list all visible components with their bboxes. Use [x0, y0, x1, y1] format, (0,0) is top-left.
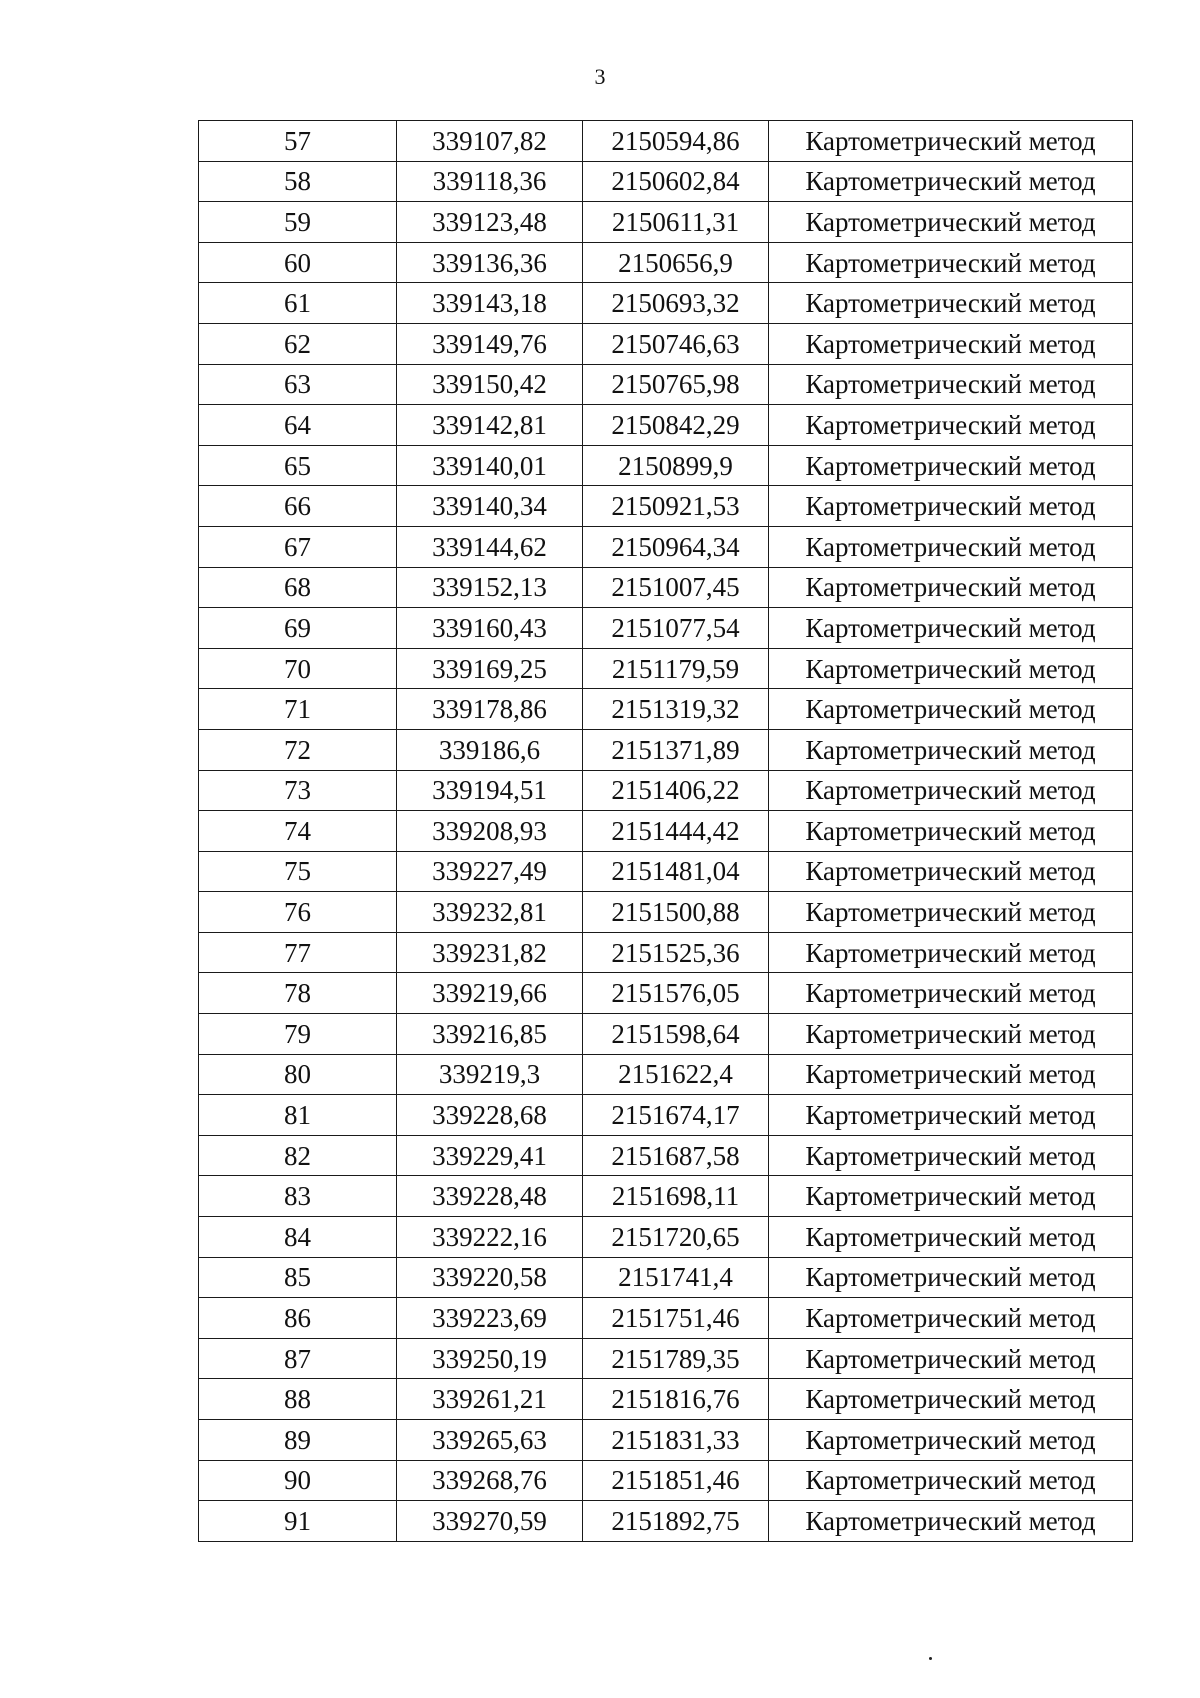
table-row [199, 445, 1133, 486]
method-cell: Картометрический метод [769, 1054, 1133, 1095]
table-row [199, 1501, 1133, 1542]
table-row [199, 283, 1133, 324]
x-coordinate-cell: 339169,25 [397, 648, 583, 689]
y-coordinate-cell: 2151622,4 [583, 1054, 769, 1095]
x-coordinate-cell: 339142,81 [397, 405, 583, 446]
x-coordinate-cell: 339250,19 [397, 1338, 583, 1379]
table-row [199, 811, 1133, 852]
table-row [199, 1420, 1133, 1461]
point-number-cell: 67 [199, 526, 397, 567]
point-number-cell: 76 [199, 892, 397, 933]
method-cell: Картометрический метод [769, 445, 1133, 486]
point-number-cell: 90 [199, 1460, 397, 1501]
y-coordinate-cell: 2151598,64 [583, 1014, 769, 1055]
point-number-cell: 77 [199, 932, 397, 973]
x-coordinate-cell: 339140,34 [397, 486, 583, 527]
x-coordinate-cell: 339216,85 [397, 1014, 583, 1055]
y-coordinate-cell: 2150899,9 [583, 445, 769, 486]
method-cell: Картометрический метод [769, 161, 1133, 202]
point-number-cell: 79 [199, 1014, 397, 1055]
table-row [199, 932, 1133, 973]
x-coordinate-cell: 339231,82 [397, 932, 583, 973]
x-coordinate-cell: 339265,63 [397, 1420, 583, 1461]
y-coordinate-cell: 2150602,84 [583, 161, 769, 202]
method-cell: Картометрический метод [769, 1501, 1133, 1542]
y-coordinate-cell: 2151007,45 [583, 567, 769, 608]
table-row [199, 567, 1133, 608]
y-coordinate-cell: 2151789,35 [583, 1338, 769, 1379]
x-coordinate-cell: 339261,21 [397, 1379, 583, 1420]
y-coordinate-cell: 2151406,22 [583, 770, 769, 811]
table-row [199, 202, 1133, 243]
method-cell: Картометрический метод [769, 1338, 1133, 1379]
table-row [199, 1135, 1133, 1176]
point-number-cell: 69 [199, 608, 397, 649]
y-coordinate-cell: 2151831,33 [583, 1420, 769, 1461]
x-coordinate-cell: 339220,58 [397, 1257, 583, 1298]
x-coordinate-cell: 339150,42 [397, 364, 583, 405]
point-number-cell: 74 [199, 811, 397, 852]
x-coordinate-cell: 339194,51 [397, 770, 583, 811]
point-number-cell: 68 [199, 567, 397, 608]
x-coordinate-cell: 339219,66 [397, 973, 583, 1014]
point-number-cell: 75 [199, 851, 397, 892]
x-coordinate-cell: 339160,43 [397, 608, 583, 649]
table-row [199, 1176, 1133, 1217]
point-number-cell: 73 [199, 770, 397, 811]
point-number-cell: 78 [199, 973, 397, 1014]
point-number-cell: 58 [199, 161, 397, 202]
method-cell: Картометрический метод [769, 323, 1133, 364]
method-cell: Картометрический метод [769, 1135, 1133, 1176]
method-cell: Картометрический метод [769, 1014, 1133, 1055]
y-coordinate-cell: 2151077,54 [583, 608, 769, 649]
table-row [199, 892, 1133, 933]
point-number-cell: 62 [199, 323, 397, 364]
method-cell: Картометрический метод [769, 1176, 1133, 1217]
table-row [199, 1379, 1133, 1420]
method-cell: Картометрический метод [769, 486, 1133, 527]
method-cell: Картометрический метод [769, 648, 1133, 689]
method-cell: Картометрический метод [769, 1095, 1133, 1136]
y-coordinate-cell: 2151179,59 [583, 648, 769, 689]
x-coordinate-cell: 339123,48 [397, 202, 583, 243]
y-coordinate-cell: 2151576,05 [583, 973, 769, 1014]
x-coordinate-cell: 339227,49 [397, 851, 583, 892]
y-coordinate-cell: 2151698,11 [583, 1176, 769, 1217]
method-cell: Картометрический метод [769, 1379, 1133, 1420]
x-coordinate-cell: 339219,3 [397, 1054, 583, 1095]
x-coordinate-cell: 339118,36 [397, 161, 583, 202]
table-row [199, 608, 1133, 649]
table-row [199, 323, 1133, 364]
method-cell: Картометрический метод [769, 364, 1133, 405]
table-row [199, 1338, 1133, 1379]
method-cell: Картометрический метод [769, 1298, 1133, 1339]
method-cell: Картометрический метод [769, 283, 1133, 324]
method-cell: Картометрический метод [769, 526, 1133, 567]
point-number-cell: 65 [199, 445, 397, 486]
table-row [199, 526, 1133, 567]
y-coordinate-cell: 2151851,46 [583, 1460, 769, 1501]
scan-dot-mark [929, 1657, 932, 1660]
x-coordinate-cell: 339152,13 [397, 567, 583, 608]
table-row [199, 405, 1133, 446]
table-row [199, 648, 1133, 689]
point-number-cell: 86 [199, 1298, 397, 1339]
y-coordinate-cell: 2151674,17 [583, 1095, 769, 1136]
method-cell: Картометрический метод [769, 770, 1133, 811]
table-row [199, 1095, 1133, 1136]
coordinates-table [198, 120, 1133, 1542]
method-cell: Картометрический метод [769, 811, 1133, 852]
x-coordinate-cell: 339223,69 [397, 1298, 583, 1339]
y-coordinate-cell: 2151500,88 [583, 892, 769, 933]
x-coordinate-cell: 339136,36 [397, 242, 583, 283]
x-coordinate-cell: 339178,86 [397, 689, 583, 730]
point-number-cell: 61 [199, 283, 397, 324]
method-cell: Картометрический метод [769, 729, 1133, 770]
method-cell: Картометрический метод [769, 1420, 1133, 1461]
x-coordinate-cell: 339228,68 [397, 1095, 583, 1136]
x-coordinate-cell: 339107,82 [397, 121, 583, 162]
y-coordinate-cell: 2151720,65 [583, 1217, 769, 1258]
method-cell: Картометрический метод [769, 1460, 1133, 1501]
y-coordinate-cell: 2150746,63 [583, 323, 769, 364]
method-cell: Картометрический метод [769, 242, 1133, 283]
point-number-cell: 83 [199, 1176, 397, 1217]
coordinates-table-body [199, 121, 1133, 1542]
table-row [199, 973, 1133, 1014]
table-row [199, 364, 1133, 405]
point-number-cell: 59 [199, 202, 397, 243]
x-coordinate-cell: 339143,18 [397, 283, 583, 324]
x-coordinate-cell: 339144,62 [397, 526, 583, 567]
point-number-cell: 70 [199, 648, 397, 689]
method-cell: Картометрический метод [769, 973, 1133, 1014]
method-cell: Картометрический метод [769, 1217, 1133, 1258]
method-cell: Картометрический метод [769, 892, 1133, 933]
y-coordinate-cell: 2151481,04 [583, 851, 769, 892]
y-coordinate-cell: 2150611,31 [583, 202, 769, 243]
point-number-cell: 57 [199, 121, 397, 162]
y-coordinate-cell: 2150921,53 [583, 486, 769, 527]
table-row [199, 1460, 1133, 1501]
point-number-cell: 82 [199, 1135, 397, 1176]
x-coordinate-cell: 339229,41 [397, 1135, 583, 1176]
point-number-cell: 91 [199, 1501, 397, 1542]
method-cell: Картометрический метод [769, 405, 1133, 446]
point-number-cell: 60 [199, 242, 397, 283]
table-row [199, 1014, 1133, 1055]
x-coordinate-cell: 339232,81 [397, 892, 583, 933]
point-number-cell: 81 [199, 1095, 397, 1136]
method-cell: Картометрический метод [769, 567, 1133, 608]
y-coordinate-cell: 2151892,75 [583, 1501, 769, 1542]
y-coordinate-cell: 2151319,32 [583, 689, 769, 730]
x-coordinate-cell: 339208,93 [397, 811, 583, 852]
table-row [199, 1217, 1133, 1258]
table-row [199, 1054, 1133, 1095]
method-cell: Картометрический метод [769, 1257, 1133, 1298]
point-number-cell: 63 [199, 364, 397, 405]
point-number-cell: 80 [199, 1054, 397, 1095]
y-coordinate-cell: 2151816,76 [583, 1379, 769, 1420]
table-row [199, 242, 1133, 283]
table-row [199, 770, 1133, 811]
y-coordinate-cell: 2151741,4 [583, 1257, 769, 1298]
table-row [199, 1257, 1133, 1298]
point-number-cell: 72 [199, 729, 397, 770]
y-coordinate-cell: 2150964,34 [583, 526, 769, 567]
y-coordinate-cell: 2150765,98 [583, 364, 769, 405]
y-coordinate-cell: 2151687,58 [583, 1135, 769, 1176]
point-number-cell: 71 [199, 689, 397, 730]
x-coordinate-cell: 339222,16 [397, 1217, 583, 1258]
x-coordinate-cell: 339270,59 [397, 1501, 583, 1542]
point-number-cell: 66 [199, 486, 397, 527]
point-number-cell: 84 [199, 1217, 397, 1258]
y-coordinate-cell: 2151525,36 [583, 932, 769, 973]
point-number-cell: 89 [199, 1420, 397, 1461]
x-coordinate-cell: 339268,76 [397, 1460, 583, 1501]
table-row [199, 851, 1133, 892]
x-coordinate-cell: 339140,01 [397, 445, 583, 486]
table-row [199, 1298, 1133, 1339]
method-cell: Картометрический метод [769, 689, 1133, 730]
y-coordinate-cell: 2151444,42 [583, 811, 769, 852]
y-coordinate-cell: 2150842,29 [583, 405, 769, 446]
method-cell: Картометрический метод [769, 932, 1133, 973]
table-row [199, 729, 1133, 770]
x-coordinate-cell: 339149,76 [397, 323, 583, 364]
y-coordinate-cell: 2150656,9 [583, 242, 769, 283]
table-row [199, 689, 1133, 730]
y-coordinate-cell: 2151371,89 [583, 729, 769, 770]
point-number-cell: 87 [199, 1338, 397, 1379]
point-number-cell: 85 [199, 1257, 397, 1298]
method-cell: Картометрический метод [769, 202, 1133, 243]
method-cell: Картометрический метод [769, 608, 1133, 649]
y-coordinate-cell: 2150594,86 [583, 121, 769, 162]
method-cell: Картометрический метод [769, 851, 1133, 892]
y-coordinate-cell: 2150693,32 [583, 283, 769, 324]
y-coordinate-cell: 2151751,46 [583, 1298, 769, 1339]
x-coordinate-cell: 339186,6 [397, 729, 583, 770]
point-number-cell: 64 [199, 405, 397, 446]
point-number-cell: 88 [199, 1379, 397, 1420]
method-cell: Картометрический метод [769, 121, 1133, 162]
table-row [199, 121, 1133, 162]
table-row [199, 161, 1133, 202]
x-coordinate-cell: 339228,48 [397, 1176, 583, 1217]
table-row [199, 486, 1133, 527]
page-number: 3 [594, 64, 606, 89]
